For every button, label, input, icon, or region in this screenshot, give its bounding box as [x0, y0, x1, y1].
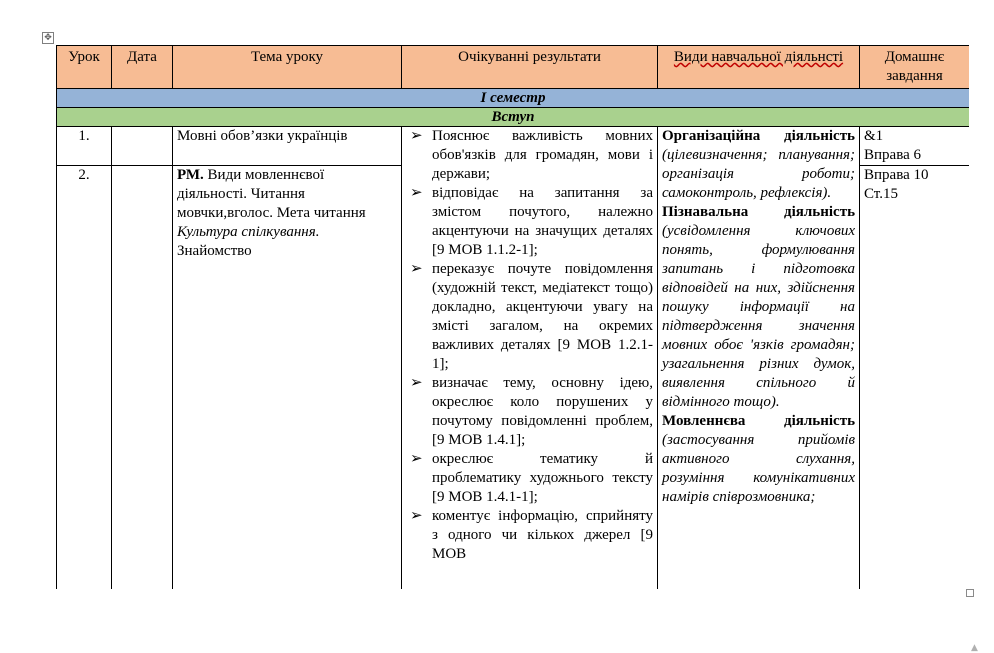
result-text: коментує інформацію, сприйняту з одного чи кількох джерел [9 МОВ	[432, 508, 653, 562]
activity-description: (усвідомлення ключових понять, формулювання запитань і підготовка відповідей на них, здійснення пошуку інформації на підтвердження значення мовних обоє 'язків громадян; узагальнення різних думок, виявлення спільного й відмінного тощо).	[662, 223, 855, 410]
row-2-topic-bold: РМ.	[177, 167, 204, 183]
header-activities-label: Види навчальної діяльнсті	[673, 49, 844, 65]
row-1-number: 1.	[57, 127, 112, 166]
header-results: Очікуванні результати	[402, 46, 658, 89]
result-item	[406, 374, 653, 450]
row-2-topic	[173, 166, 402, 590]
corner-marker-icon: ▲	[971, 643, 978, 653]
row-2-homework	[860, 166, 970, 590]
results-cell	[402, 127, 658, 590]
header-activities	[658, 46, 860, 89]
result-item	[406, 260, 653, 374]
activity-title: Мовленнєва діяльність	[662, 413, 855, 429]
semester-band-row	[57, 89, 970, 108]
header-topic: Тема уроку	[173, 46, 402, 89]
row-1-homework	[860, 127, 970, 166]
results-list	[406, 127, 653, 564]
header-date: Дата	[112, 46, 173, 89]
arrow-bullet-icon: ➢	[410, 261, 423, 277]
row-2-topic-tail: Знайомство	[177, 243, 252, 259]
arrow-bullet-icon: ➢	[410, 451, 423, 467]
result-text: визначає тему, основну ідею, окреслює коло порушених у почутому повідомленні проблем, [9 МОВ 1.4.1];	[432, 375, 653, 448]
activity-block	[662, 127, 855, 203]
activity-block	[662, 203, 855, 412]
row-1-topic: Мовні обов’язки українців	[173, 127, 402, 166]
activity-title: Організаційна діяльність	[662, 128, 855, 144]
semester-band: І семестр	[57, 89, 970, 108]
row-1-homework-line1: &1	[864, 128, 884, 144]
table-row	[57, 127, 970, 166]
result-text: окреслює тематику й проблематику художнього тексту [9 МОВ 1.4.1-1];	[432, 451, 653, 505]
result-item	[406, 127, 653, 184]
row-2-homework-line2: Ст.15	[864, 186, 898, 202]
table-resize-handle-icon[interactable]	[966, 589, 974, 597]
activity-title: Пізнавальна діяльність	[662, 204, 855, 220]
header-homework: Домашнє завдання	[860, 46, 970, 89]
activities-list	[662, 127, 855, 507]
arrow-bullet-icon: ➢	[410, 375, 423, 391]
header-row	[57, 46, 970, 89]
row-2-topic-text: Види мовленнєвої діяльності. Читання мовчки,вголос. Мета читання	[177, 167, 366, 221]
arrow-bullet-icon: ➢	[410, 508, 423, 524]
section-band: Вступ	[57, 108, 970, 127]
result-item	[406, 507, 653, 564]
header-lesson: Урок	[57, 46, 112, 89]
arrow-bullet-icon: ➢	[410, 185, 423, 201]
row-2-homework-line1: Вправа 10	[864, 167, 929, 183]
lesson-plan-table	[56, 45, 969, 589]
arrow-bullet-icon: ➢	[410, 128, 423, 144]
result-item	[406, 184, 653, 260]
activity-description: (цілевизначення; планування; організація роботи; самоконтроль, рефлексія).	[662, 147, 855, 201]
result-text: переказує почуте повідомлення (художній текст, медіатекст тощо) докладно, акцентуючи увагу на змісті загалом, на окремих важливих деталях [9 МОВ 1.2.1-1];	[432, 261, 653, 372]
row-2-number: 2.	[57, 166, 112, 590]
activities-cell	[658, 127, 860, 590]
activity-block	[662, 412, 855, 507]
activity-description: (застосування прийомів активного слухання, розуміння комунікативних намірів співрозмовника;	[662, 432, 855, 505]
section-band-row	[57, 108, 970, 127]
result-text: Пояснює важливість мовних обов'язків для громадян, мови і держави;	[432, 128, 653, 182]
table-move-handle-icon[interactable]: ✥	[42, 32, 54, 44]
row-2-date	[112, 166, 173, 590]
row-2-topic-italic: Культура спілкування.	[177, 224, 320, 240]
result-item	[406, 450, 653, 507]
row-1-homework-line2: Вправа 6	[864, 147, 921, 163]
row-1-date	[112, 127, 173, 166]
result-text: відповідає на запитання за змістом почутого, належно акцентуючи на значущих деталях [9 МОВ 1.1.2-1];	[432, 185, 653, 258]
